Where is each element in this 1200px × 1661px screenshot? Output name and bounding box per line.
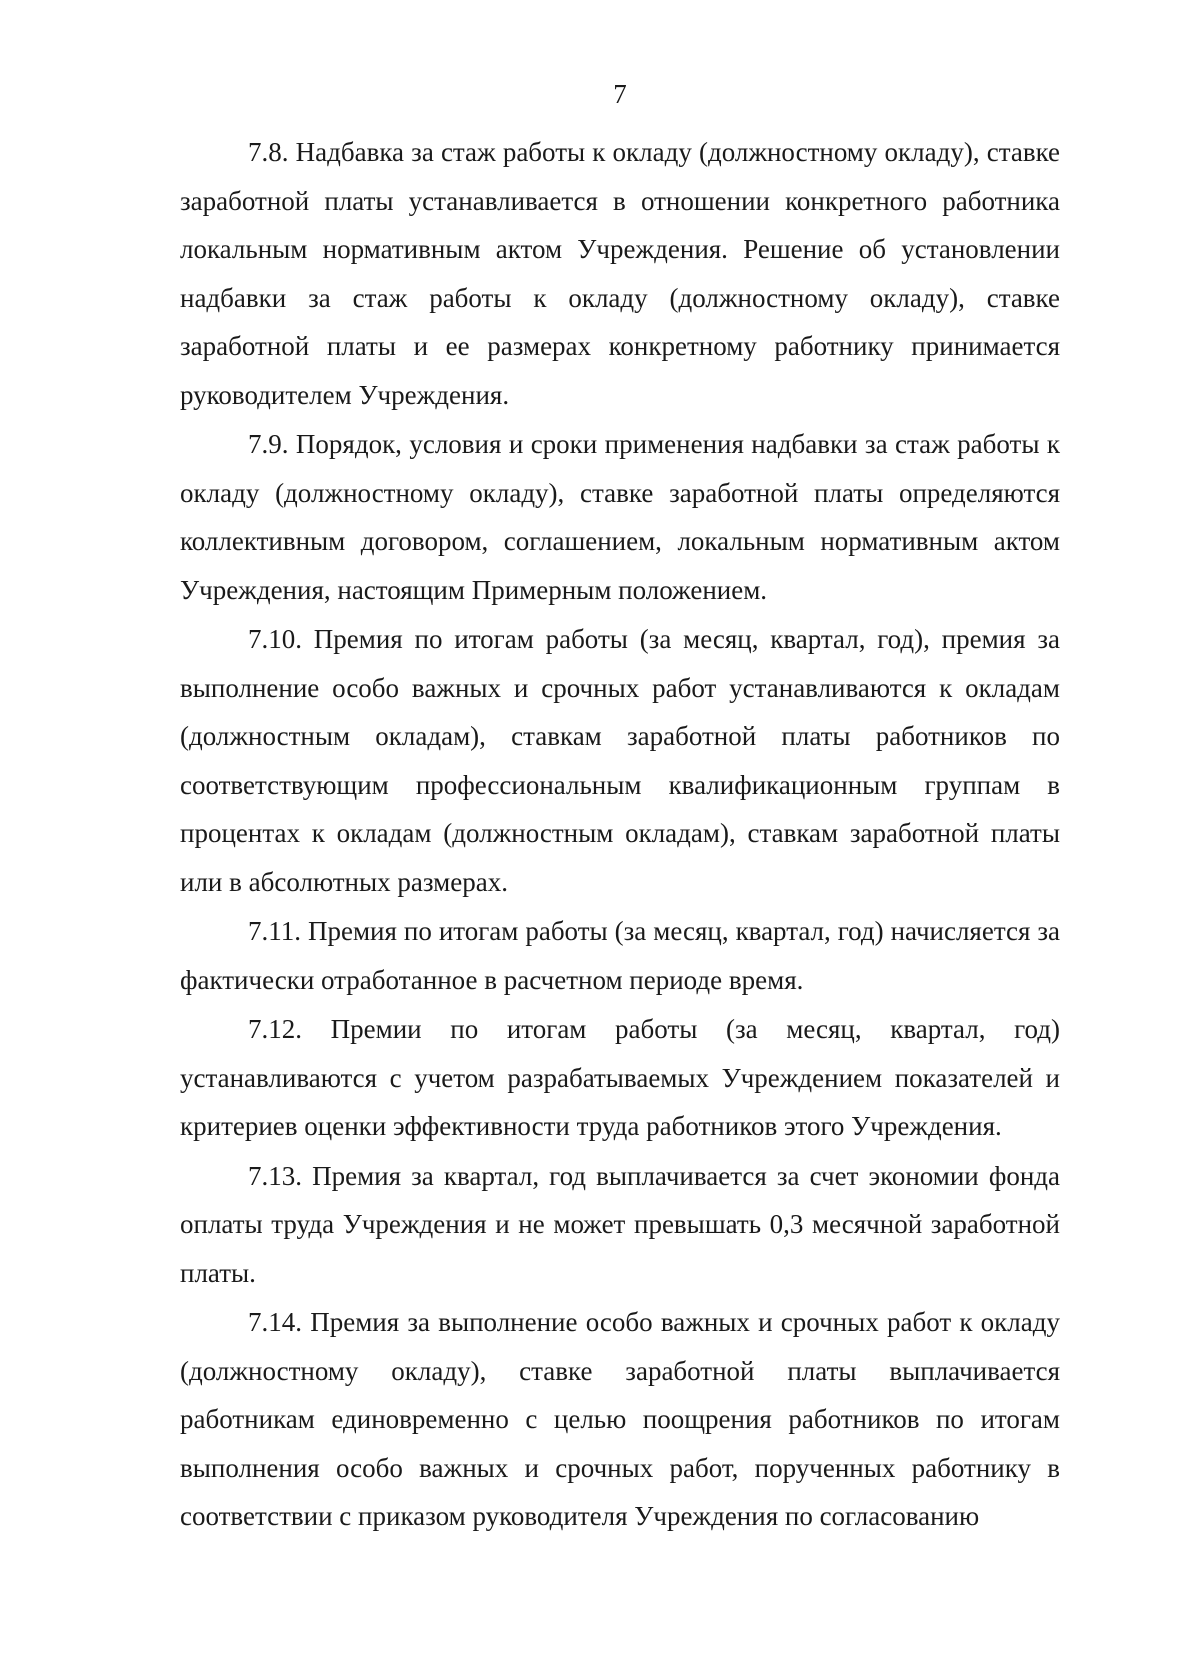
paragraph-7-8: 7.8. Надбавка за стаж работы к окладу (должностному окладу), ставке заработной платы устанавливается в отношении конкретного работника локальным нормативным актом Учреждения. Решение об установлении надбавки за стаж работы к окладу (должностному окладу), ставке заработной платы и ее размерах конкретному работнику принимается руководителем Учреждения. xyxy=(180,137,1060,410)
paragraph-7-11: 7.11. Премия по итогам работы (за месяц, квартал, год) начисляется за фактически отработанное в расчетном периоде время. xyxy=(180,916,1060,995)
paragraph-7-9: 7.9. Порядок, условия и сроки применения надбавки за стаж работы к окладу (должностному окладу), ставке заработной платы определяются коллективным договором, соглашением, локальным нормативным актом Учреждения, настоящим Примерным положением. xyxy=(180,429,1060,605)
paragraph-7-13: 7.13. Премия за квартал, год выплачивается за счет экономии фонда оплаты труда Учреждения и не может превышать 0,3 месячной заработной платы. xyxy=(180,1160,1060,1288)
paragraph-7-14: 7.14. Премия за выполнение особо важных и срочных работ к окладу (должностному окладу), ставке заработной платы выплачивается работникам единовременно с целью поощрения работников по итогам выполнения особо важных и срочных работ, порученных работнику в соответствии с приказом руководителя Учреждения по согласованию xyxy=(180,1307,1060,1531)
paragraph-7-10: 7.10. Премия по итогам работы (за месяц, квартал, год), премия за выполнение особо важных и срочных работ устанавливаются к окладам (должностным окладам), ставкам заработной платы работников по соответствующим профессиональным квалификационным группам в процентах к окладам (должностным окладам), ставкам заработной платы или в абсолютных размерах. xyxy=(180,624,1060,897)
document-body xyxy=(180,128,1060,1541)
paragraph-7-12: 7.12. Премии по итогам работы (за месяц, квартал, год) устанавливаются с учетом разрабатываемых Учреждением показателей и критериев оценки эффективности труда работников этого Учреждения. xyxy=(180,1014,1060,1141)
page-number: 7 xyxy=(613,79,627,109)
